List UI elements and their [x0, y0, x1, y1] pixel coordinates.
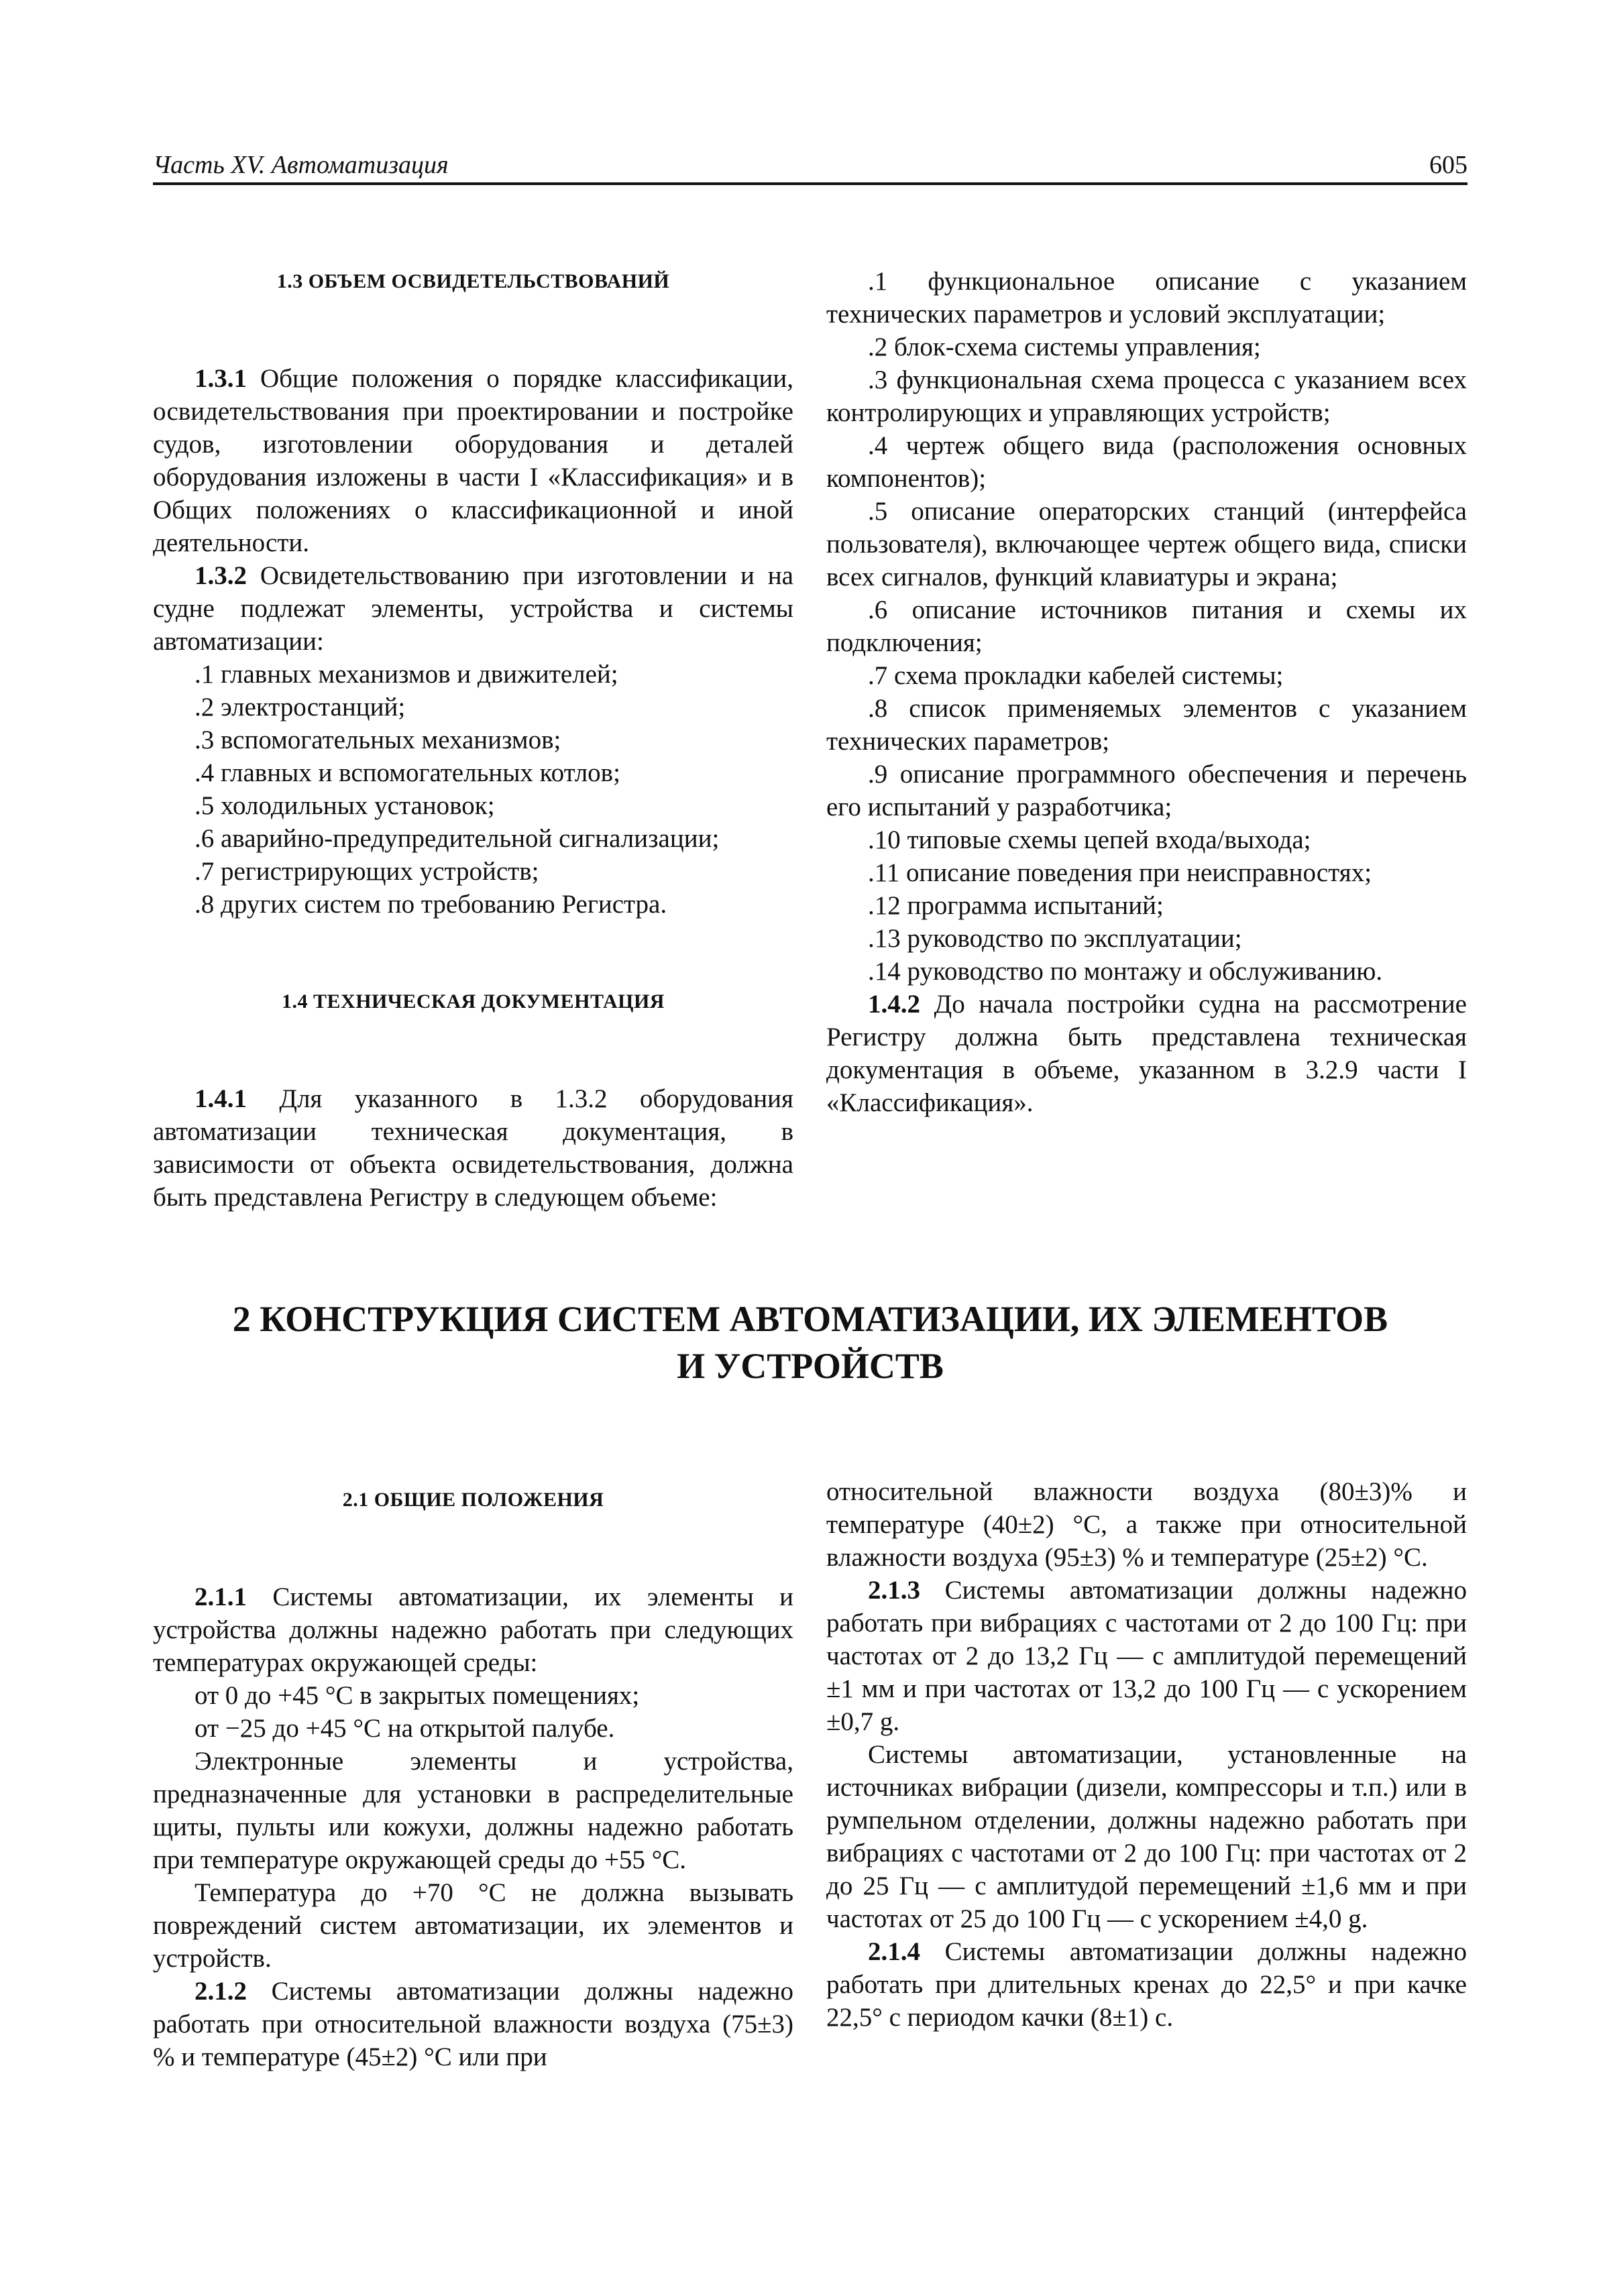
list-item: .5 холодильных установок;: [195, 791, 495, 820]
section-title-1-3: 1.3 ОБЪЕМ ОСВИДЕТЕЛЬСТВОВАНИЙ: [276, 270, 670, 292]
paragraph: Системы автоматизации, установленные на источниках вибрации (дизели, компрессоры и т.п.) или в румпельном отделении, должны надежно работать при вибрациях с частотами от 2 до 100 Гц: при частотах от 2 до 25 Гц — с амплитудой перемещений ±1,6 мм и при частотах от 25 до 100 Гц — с ускорением ±4,0 g.: [826, 1740, 1467, 1933]
list-item: .11 описание поведения при неисправностях;: [868, 858, 1372, 887]
paragraph-continuation: относительной влажности воздуха (80±3)% и температуре (40±2) °С, а также при относительной влажности воздуха (95±3) % и температуре (25±2) °С.: [826, 1477, 1467, 1572]
paragraph: Температура до +70 °С не должна вызывать повреждений систем автоматизации, их элементов и устройств.: [153, 1878, 793, 1973]
list-item: .3 вспомогательных механизмов;: [195, 726, 561, 754]
list-item: .7 регистрирующих устройств;: [195, 857, 539, 886]
section-title-1-4: 1.4 ТЕХНИЧЕСКАЯ ДОКУМЕНТАЦИЯ: [282, 990, 665, 1013]
paragraph-text: Системы автоматизации должны надежно работать при вибрациях с частотами от 2 до 100 Гц: при частотах от 2 до 13,2 Гц — с амплитудой перемещений ±1 мм и при частотах от 13,2 до 100 Гц — с ускорением ±0,7 g.: [826, 1576, 1467, 1736]
list-item: .4 главных и вспомогательных котлов;: [195, 758, 620, 787]
paragraph-1-4-1: [153, 1082, 793, 1214]
clause-number: 1.4.1: [195, 1084, 247, 1113]
chapter-title-line: 2 КОНСТРУКЦИЯ СИСТЕМ АВТОМАТИЗАЦИИ, ИХ ЭЛЕМЕНТОВ: [232, 1299, 1388, 1339]
paragraph-text: Для указанного в 1.3.2 оборудования автоматизации техническая документация, в зависимости от объекта освидетельствования, должна быть представлена Регистру в следующем объеме:: [153, 1084, 793, 1212]
paragraph-text: Освидетельствованию при изготовлении и на судне подлежат элементы, устройства и системы автоматизации:: [153, 561, 793, 656]
paragraph-2-1-2: [153, 1975, 793, 2073]
list-item: .8 список применяемых элементов с указанием технических параметров;: [826, 694, 1467, 756]
paragraph-2-1-1: [153, 1581, 793, 1679]
list-item: .6 описание источников питания и схемы их подключения;: [826, 595, 1467, 657]
paragraph-1-4-2: [826, 988, 1467, 1119]
clause-number: 2.1.1: [195, 1583, 247, 1611]
list-item: .7 схема прокладки кабелей системы;: [868, 661, 1284, 690]
paragraph-text: Системы автоматизации, их элементы и устройства должны надежно работать при следующих температурах окружающей среды:: [153, 1583, 793, 1677]
paragraph-text: Общие положения о порядке классификации, освидетельствования при проектировании и постройке судов, изготовлении оборудования и деталей оборудования изложены в части I «Классификация» и в Общих положениях о классификационной и иной деятельности.: [153, 364, 793, 557]
chapter-title: [153, 1296, 1468, 1389]
clause-number: 1.4.2: [868, 990, 920, 1019]
section-title-2-1: 2.1 ОБЩИЕ ПОЛОЖЕНИЯ: [342, 1489, 604, 1511]
list-item: .5 описание операторских станций (интерфейса пользователя), включающее чертеж общего вида, списки всех сигналов, функций клавиатуры и экрана;: [826, 497, 1467, 591]
list-item: .8 других систем по требованию Регистра.: [195, 890, 667, 919]
list-item: .4 чертеж общего вида (расположения основных компонентов);: [826, 431, 1467, 493]
upper-left-column: [153, 265, 793, 1214]
list-item: .13 руководство по эксплуатации;: [868, 924, 1242, 953]
paragraph: Электронные элементы и устройства, предназначенные для установки в распределительные щиты, пульты или кожухи, должны надежно работать при температуре окружающей среды до +55 °С.: [153, 1747, 793, 1874]
list-item: от −25 до +45 °С на открытой палубе.: [195, 1714, 615, 1743]
paragraph-1-3-2: [153, 559, 793, 658]
paragraph-text: Системы автоматизации должны надежно работать при длительных кренах до 22,5° и при качке 22,5° с периодом качки (8±1) с.: [826, 1937, 1467, 2032]
list-item: от 0 до +45 °С в закрытых помещениях;: [195, 1681, 640, 1710]
list-item: .6 аварийно-предупредительной сигнализации;: [195, 824, 720, 853]
list-item: .12 программа испытаний;: [868, 891, 1164, 920]
clause-number: 2.1.2: [195, 1977, 247, 2006]
running-title: Часть XV. Автоматизация: [153, 151, 449, 179]
paragraph-text: Системы автоматизации должны надежно работать при относительной влажности воздуха (75±3) % и температуре (45±2) °С или при: [153, 1977, 793, 2071]
list-item: .9 описание программного обеспечения и перечень его испытаний у разработчика;: [826, 760, 1467, 821]
paragraph-2-1-4: [826, 1935, 1467, 2034]
lower-left-column: [153, 1475, 793, 2073]
clause-number: 2.1.4: [868, 1937, 920, 1966]
upper-right-column: [826, 265, 1467, 1119]
paragraph-2-1-3: [826, 1574, 1467, 1738]
clause-number: 2.1.3: [868, 1576, 920, 1605]
list-item: .1 функциональное описание с указанием технических параметров и условий эксплуатации;: [826, 267, 1467, 329]
paragraph-1-3-1: [153, 362, 793, 559]
clause-number: 1.3.2: [195, 561, 247, 590]
list-item: .2 электростанций;: [195, 693, 406, 722]
list-item: .10 типовые схемы цепей входа/выхода;: [868, 825, 1311, 854]
list-item: .3 функциональная схема процесса с указанием всех контролирующих и управляющих устройств;: [826, 365, 1467, 427]
running-head: [153, 141, 1468, 185]
lower-right-column: [826, 1475, 1467, 2034]
page-number: 605: [1429, 151, 1468, 179]
list-item: .1 главных механизмов и движителей;: [195, 660, 618, 689]
paragraph-text: До начала постройки судна на рассмотрение Регистру должна быть представлена техническая документация в объеме, указанном в 3.2.9 части I «Классификация».: [826, 990, 1467, 1117]
list-item: .14 руководство по монтажу и обслуживанию.: [868, 957, 1383, 986]
list-item: .2 блок-схема системы управления;: [868, 333, 1261, 361]
clause-number: 1.3.1: [195, 364, 247, 393]
chapter-title-line: И УСТРОЙСТВ: [677, 1346, 944, 1386]
